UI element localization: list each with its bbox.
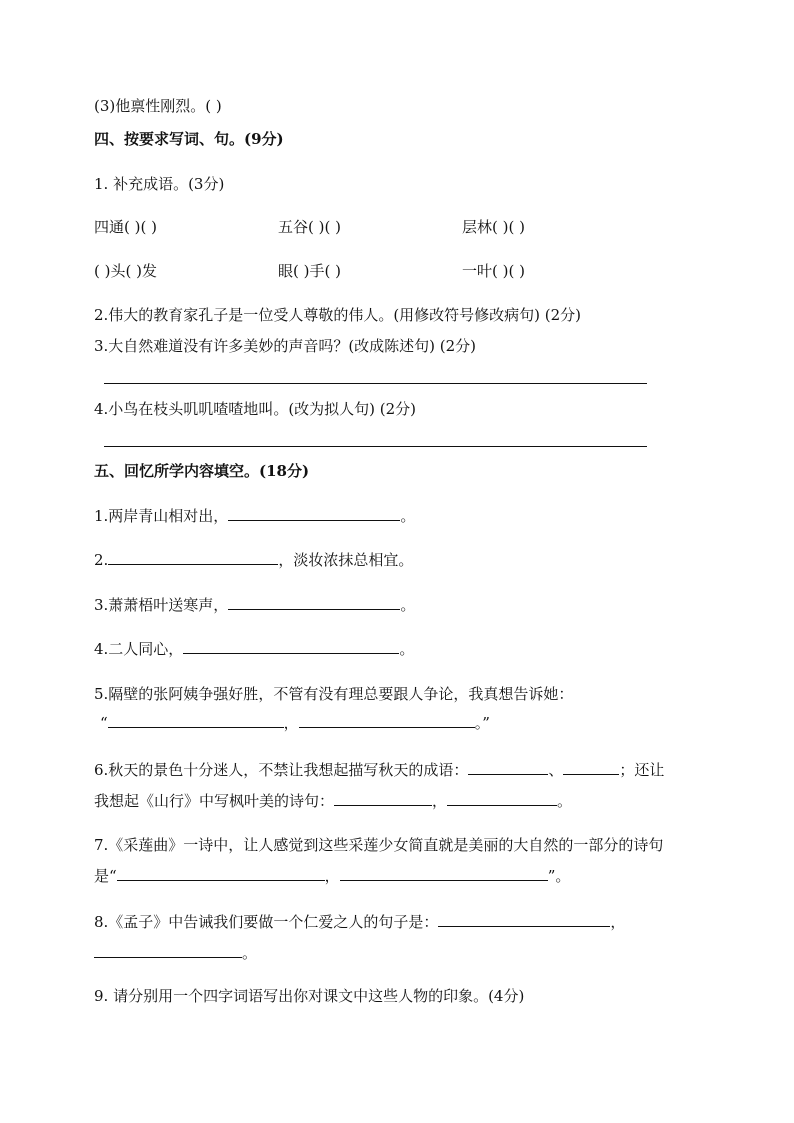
- fill-item-5-line-1: 5.隔壁的张阿姨争强好胜，不管有没有理总要跟人争论，我真想告诉她：: [94, 685, 574, 703]
- fill-item-6-line-1: [94, 760, 664, 780]
- idiom-blank-5: 眼( )手( ): [278, 262, 341, 280]
- section-4-item-3: 3.大自然难道没有许多美妙的声音吗？(改成陈述句) (2分): [94, 337, 477, 355]
- fill-text: “: [100, 714, 108, 732]
- answer-blank: [228, 595, 400, 610]
- fill-text: 1.两岸青山相对出，: [94, 507, 229, 525]
- fill-text: 3.萧萧梧叶送寒声，: [94, 596, 229, 614]
- fill-item-1: [94, 506, 415, 526]
- answer-blank: [183, 639, 399, 654]
- answer-blank: [108, 713, 284, 728]
- fill-item-6-line-2: [94, 791, 572, 811]
- answer-blank: [468, 760, 548, 775]
- fill-text: ；还让: [619, 761, 665, 779]
- answer-blank: [340, 866, 548, 881]
- fill-text: 2.: [94, 551, 109, 569]
- fill-text: ，: [324, 867, 340, 885]
- section-5-heading: 五、回忆所学内容填空。(18分): [94, 462, 310, 480]
- fill-text: 4.二人同心，: [94, 640, 184, 658]
- fill-text: 我想起《山行》中写枫叶美的诗句：: [94, 792, 335, 810]
- idiom-blank-6: 一叶( )( ): [462, 262, 525, 280]
- fill-item-2: [94, 550, 413, 570]
- fill-text: 8.《孟子》中告诫我们要做一个仁爱之人的句子是：: [94, 913, 439, 931]
- idiom-blank-2: 五谷( )( ): [278, 218, 341, 236]
- answer-blank: [438, 912, 610, 927]
- fill-item-9: 9. 请分别用一个四字词语写出你对课文中这些人物的印象。(4分): [94, 987, 525, 1005]
- fill-text: 。”: [474, 714, 490, 732]
- fill-text: ”。: [547, 867, 571, 885]
- answer-blank: [117, 866, 325, 881]
- fill-text: ，: [432, 792, 448, 810]
- fill-text: 。: [400, 507, 416, 525]
- fill-text: ，淡妆浓抹总相宜。: [278, 551, 414, 569]
- fill-item-7-line-1: 7.《采莲曲》一诗中，让人感觉到这些采莲少女简直就是美丽的大自然的一部分的诗句: [94, 836, 664, 854]
- answer-blank: [299, 713, 475, 728]
- fill-text: 6.秋天的景色十分迷人，不禁让我想起描写秋天的成语：: [94, 761, 469, 779]
- fill-text: 。: [400, 596, 416, 614]
- question-3-3: (3)他禀性刚烈。( ): [94, 97, 222, 115]
- section-4-item-4: 4.小鸟在枝头叽叽喳喳地叫。(改为拟人句) (2分): [94, 400, 417, 418]
- fill-item-8-line-1: [94, 912, 625, 932]
- idiom-blank-4: ( )头( )发: [94, 262, 157, 280]
- fill-item-5-line-2: [100, 713, 490, 733]
- fill-text: 。: [399, 640, 415, 658]
- answer-blank: [334, 791, 432, 806]
- idiom-blank-3: 层林( )( ): [462, 218, 525, 236]
- answer-blank: [563, 760, 619, 775]
- fill-item-7-line-2: [94, 866, 570, 886]
- answer-line: [104, 446, 647, 447]
- section-4-heading: 四、按要求写词、句。(9分): [94, 130, 284, 148]
- section-4-item-2: 2.伟大的教育家孔子是一位受人尊敬的伟人。(用修改符号修改病句) (2分): [94, 306, 582, 324]
- fill-text: 。: [557, 792, 573, 810]
- fill-item-4: [94, 639, 414, 659]
- fill-text: 、: [548, 761, 564, 779]
- answer-blank: [108, 550, 278, 565]
- fill-item-8-line-2: [94, 943, 257, 963]
- fill-text: 。: [242, 944, 258, 962]
- answer-line: [104, 383, 647, 384]
- answer-blank: [447, 791, 557, 806]
- answer-blank: [94, 943, 242, 958]
- fill-text: 是“: [94, 867, 117, 885]
- idiom-blank-1: 四通( )( ): [94, 218, 157, 236]
- fill-text: ，: [283, 714, 299, 732]
- fill-text: ，: [610, 913, 626, 931]
- fill-item-3: [94, 595, 415, 615]
- answer-blank: [228, 506, 400, 521]
- section-4-item-1: 1. 补充成语。(3分): [94, 175, 225, 193]
